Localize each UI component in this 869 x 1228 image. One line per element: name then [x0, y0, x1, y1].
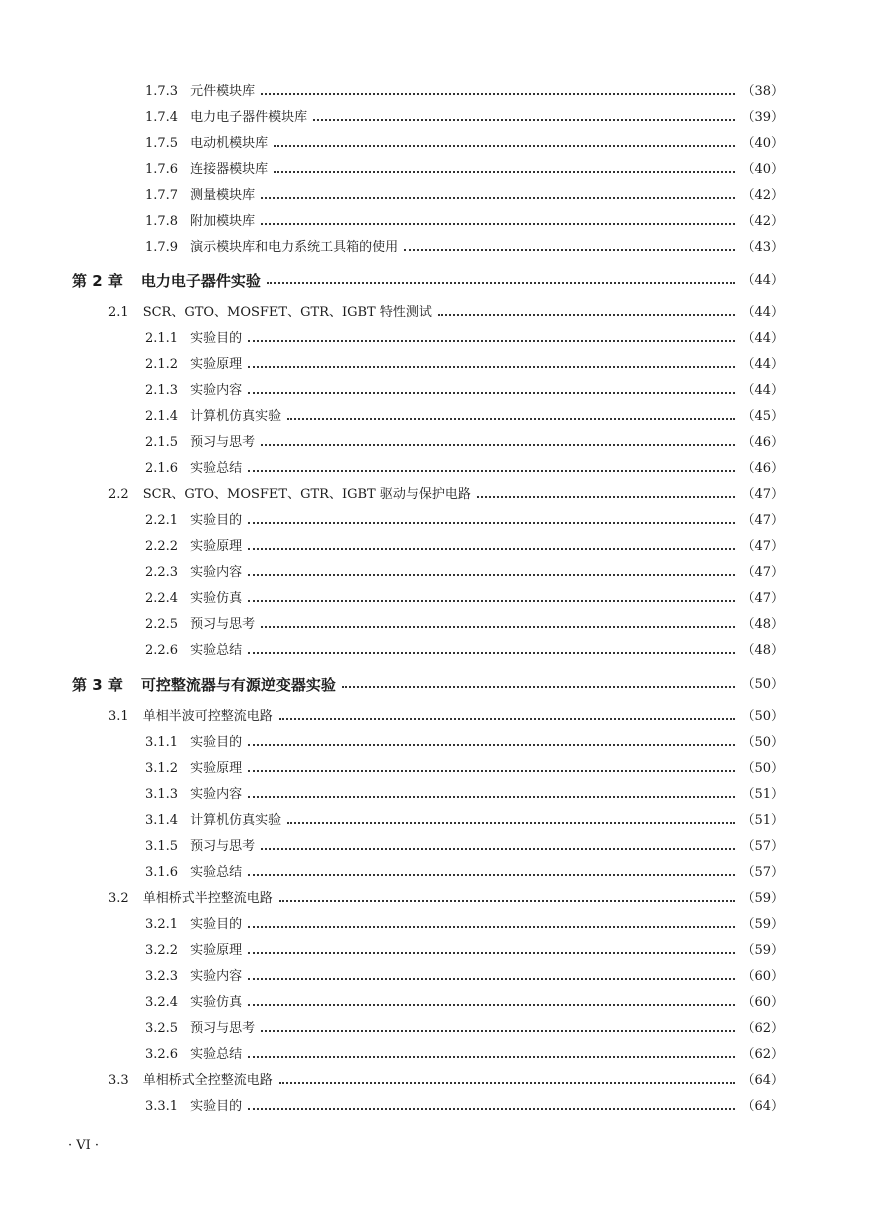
- toc-entry-page: （38）: [741, 84, 784, 99]
- dot-leader: [261, 91, 735, 95]
- toc-entry-sub[interactable]: [145, 432, 784, 454]
- toc-entry-number: 1.7.7: [145, 188, 179, 203]
- toc-entry-number: 3.3.1: [145, 1099, 179, 1114]
- toc-entry-page: （47）: [741, 487, 784, 502]
- toc-entry-number: 2.2: [108, 487, 129, 502]
- toc-entry-page: （60）: [741, 995, 784, 1010]
- toc-entry-title: 可控整流器与有源逆变器实验: [140, 676, 336, 694]
- toc-entry-number: 3.1.3: [145, 787, 179, 802]
- toc-entry-page: （50）: [741, 761, 784, 776]
- dot-leader: [248, 1002, 735, 1006]
- toc-entry-page: （40）: [741, 162, 784, 177]
- toc-entry-number: 1.7.9: [145, 240, 179, 255]
- toc-entry-sub[interactable]: [145, 614, 784, 636]
- toc-entry-sub[interactable]: [145, 159, 784, 181]
- dot-leader: [248, 650, 735, 654]
- toc-entry-number: 2.2.1: [145, 513, 179, 528]
- toc-entry-number: 1.7.5: [145, 136, 179, 151]
- toc-entry-sub[interactable]: [145, 133, 784, 155]
- toc-entry-page: （60）: [741, 969, 784, 984]
- toc-entry-number: 2.2.2: [145, 539, 179, 554]
- dot-leader: [279, 1080, 736, 1084]
- toc-entry-section[interactable]: [108, 706, 784, 728]
- toc-entry-sub[interactable]: [145, 992, 784, 1014]
- toc-entry-number: 2.1.2: [145, 357, 179, 372]
- toc-entry-title: 实验原理: [190, 357, 243, 372]
- toc-entry-page: （50）: [741, 735, 784, 750]
- toc-entry-sub[interactable]: [145, 328, 784, 350]
- toc-entry-page: （40）: [741, 136, 784, 151]
- toc-entry-number: 2.2.4: [145, 591, 179, 606]
- toc-entry-title: 实验仿真: [190, 591, 243, 606]
- dot-leader: [248, 572, 735, 576]
- dot-leader: [438, 312, 736, 316]
- toc-entry-title: 实验内容: [190, 383, 243, 398]
- toc-entry-number: 2.1.4: [145, 409, 179, 424]
- dot-leader: [248, 520, 735, 524]
- toc-entry-title: 电动机模块库: [190, 136, 269, 151]
- toc-entry-sub[interactable]: [145, 185, 784, 207]
- toc-entry-number: 2.1.6: [145, 461, 179, 476]
- dot-leader: [248, 950, 735, 954]
- toc-entry-title: 实验目的: [190, 1099, 243, 1114]
- toc-entry-title: 电力电子器件实验: [140, 272, 261, 290]
- toc-entry-page: （44）: [741, 357, 784, 372]
- dot-leader: [248, 794, 735, 798]
- toc-entry-sub[interactable]: [145, 784, 784, 806]
- toc-entry-page: （62）: [741, 1021, 784, 1036]
- toc-entry-title: 计算机仿真实验: [190, 813, 282, 828]
- toc-entry-sub[interactable]: [145, 588, 784, 610]
- toc-entry-title: 实验目的: [190, 513, 243, 528]
- toc-entry-title: 实验原理: [190, 539, 243, 554]
- toc-entry-page: （57）: [741, 865, 784, 880]
- toc-entry-number: 1.7.6: [145, 162, 179, 177]
- toc-entry-title: 实验目的: [190, 331, 243, 346]
- toc-entry-chapter[interactable]: [72, 270, 784, 292]
- toc-entry-number: 2.2.3: [145, 565, 179, 580]
- toc-entry-number: 3.2.4: [145, 995, 179, 1010]
- toc-entry-number: 3.2.6: [145, 1047, 179, 1062]
- dot-leader: [261, 624, 735, 628]
- toc-entry-page: （39）: [741, 110, 784, 125]
- dot-leader: [404, 247, 735, 251]
- toc-entry-page: （47）: [741, 513, 784, 528]
- toc-entry-sub[interactable]: [145, 107, 784, 129]
- toc-entry-number: 2.2.5: [145, 617, 179, 632]
- dot-leader: [248, 742, 735, 746]
- toc-entry-title: 测量模块库: [190, 188, 256, 203]
- toc-entry-number: 3.2.3: [145, 969, 179, 984]
- dot-leader: [274, 143, 735, 147]
- toc-entry-number: 3.1.1: [145, 735, 179, 750]
- toc-entry-page: （48）: [741, 617, 784, 632]
- toc-entry-number: 1.7.3: [145, 84, 179, 99]
- toc-entry-sub[interactable]: [145, 380, 784, 402]
- toc-entry-number: 3.2.1: [145, 917, 179, 932]
- toc-entry-page: （47）: [741, 565, 784, 580]
- toc-entry-page: （62）: [741, 1047, 784, 1062]
- toc-entry-page: （43）: [741, 240, 784, 255]
- toc-entry-page: （59）: [741, 943, 784, 958]
- toc-entry-chapter[interactable]: [72, 674, 784, 696]
- toc-entry-title: 实验内容: [190, 969, 243, 984]
- toc-entry-sub[interactable]: [145, 914, 784, 936]
- toc-entry-page: （51）: [741, 787, 784, 802]
- toc-entry-page: （42）: [741, 214, 784, 229]
- toc-entry-sub[interactable]: [145, 758, 784, 780]
- toc-entry-title: 电力电子器件模块库: [190, 110, 308, 125]
- toc-entry-title: 实验总结: [190, 461, 243, 476]
- dot-leader: [261, 442, 735, 446]
- dot-leader: [267, 280, 736, 284]
- toc-entry-sub[interactable]: [145, 81, 784, 103]
- toc-entry-page: （46）: [741, 435, 784, 450]
- toc-entry-title: 单相桥式全控整流电路: [142, 1073, 273, 1088]
- toc-entry-number: 3.1.5: [145, 839, 179, 854]
- page-number-footer: · VI ·: [68, 1138, 100, 1153]
- dot-leader: [248, 468, 735, 472]
- toc-entry-section[interactable]: [108, 484, 784, 506]
- dot-leader: [287, 820, 735, 824]
- dot-leader: [248, 1106, 735, 1110]
- toc-entry-number: 2.1.5: [145, 435, 179, 450]
- dot-leader: [248, 364, 735, 368]
- toc-entry-sub[interactable]: [145, 237, 784, 259]
- dot-leader: [342, 684, 736, 688]
- toc-entry-section[interactable]: [108, 888, 784, 910]
- toc-entry-number: 3.3: [108, 1073, 129, 1088]
- toc-entry-sub[interactable]: [145, 732, 784, 754]
- toc-entry-title: 预习与思考: [190, 1021, 256, 1036]
- toc-entry-sub[interactable]: [145, 354, 784, 376]
- dot-leader: [287, 416, 735, 420]
- toc-entry-page: （44）: [741, 305, 784, 320]
- toc-entry-title: 实验目的: [190, 735, 243, 750]
- toc-entry-title: 实验原理: [190, 761, 243, 776]
- dot-leader: [248, 390, 735, 394]
- toc-entry-sub[interactable]: [145, 1096, 784, 1118]
- toc-entry-title: 计算机仿真实验: [190, 409, 282, 424]
- toc-entry-number: 3.2.2: [145, 943, 179, 958]
- toc-entry-section[interactable]: [108, 302, 784, 324]
- dot-leader: [248, 598, 735, 602]
- toc-entry-sub[interactable]: [145, 211, 784, 233]
- dot-leader: [248, 338, 735, 342]
- toc-entry-title: SCR、GTO、MOSFET、GTR、IGBT 驱动与保护电路: [142, 487, 471, 502]
- toc-entry-number: 2.2.6: [145, 643, 179, 658]
- toc-entry-page: （46）: [741, 461, 784, 476]
- toc-entry-number: 第 2 章: [72, 272, 123, 290]
- toc-entry-title: 演示模块库和电力系统工具箱的使用: [190, 240, 399, 255]
- toc-entry-number: 2.1: [108, 305, 129, 320]
- toc-entry-number: 3.1.6: [145, 865, 179, 880]
- toc-entry-title: SCR、GTO、MOSFET、GTR、IGBT 特性测试: [142, 305, 432, 320]
- dot-leader: [274, 169, 735, 173]
- toc-entry-title: 实验总结: [190, 1047, 243, 1062]
- toc-entry-page: （59）: [741, 917, 784, 932]
- toc-entry-page: （45）: [741, 409, 784, 424]
- toc-entry-title: 实验目的: [190, 917, 243, 932]
- toc-entry-page: （44）: [741, 273, 784, 288]
- toc-entry-title: 预习与思考: [190, 839, 256, 854]
- toc-entry-number: 3.1.2: [145, 761, 179, 776]
- toc-entry-title: 附加模块库: [190, 214, 256, 229]
- toc-entry-page: （42）: [741, 188, 784, 203]
- dot-leader: [248, 768, 735, 772]
- toc-entry-page: （64）: [741, 1099, 784, 1114]
- toc-entry-sub[interactable]: [145, 836, 784, 858]
- toc-entry-page: （59）: [741, 891, 784, 906]
- toc-entry-title: 单相桥式半控整流电路: [142, 891, 273, 906]
- toc-entry-number: 3.1.4: [145, 813, 179, 828]
- toc-entry-title: 实验内容: [190, 787, 243, 802]
- toc-entry-number: 1.7.8: [145, 214, 179, 229]
- toc-entry-page: （64）: [741, 1073, 784, 1088]
- toc-entry-sub[interactable]: [145, 1044, 784, 1066]
- toc-entry-page: （51）: [741, 813, 784, 828]
- toc-entry-number: 1.7.4: [145, 110, 179, 125]
- toc-entry-title: 实验总结: [190, 643, 243, 658]
- toc-entry-page: （44）: [741, 383, 784, 398]
- toc-entry-title: 预习与思考: [190, 435, 256, 450]
- toc-entry-number: 3.2: [108, 891, 129, 906]
- dot-leader: [261, 221, 735, 225]
- toc-entry-sub[interactable]: [145, 536, 784, 558]
- dot-leader: [248, 976, 735, 980]
- toc-entry-sub[interactable]: [145, 862, 784, 884]
- toc-entry-sub[interactable]: [145, 458, 784, 480]
- toc-entry-page: （50）: [741, 677, 784, 692]
- dot-leader: [248, 924, 735, 928]
- toc-entry-sub[interactable]: [145, 966, 784, 988]
- toc-entry-page: （50）: [741, 709, 784, 724]
- toc-entry-section[interactable]: [108, 1070, 784, 1092]
- toc-entry-sub[interactable]: [145, 940, 784, 962]
- toc-entry-number: 2.1.1: [145, 331, 179, 346]
- toc-entry-title: 实验内容: [190, 565, 243, 580]
- toc-entry-title: 实验总结: [190, 865, 243, 880]
- toc-entry-number: 3.1: [108, 709, 129, 724]
- toc-entry-title: 连接器模块库: [190, 162, 269, 177]
- toc-entry-page: （47）: [741, 591, 784, 606]
- dot-leader: [248, 872, 735, 876]
- toc-entry-sub[interactable]: [145, 810, 784, 832]
- toc-entry-title: 实验原理: [190, 943, 243, 958]
- toc-entry-number: 2.1.3: [145, 383, 179, 398]
- toc-entry-page: （47）: [741, 539, 784, 554]
- dot-leader: [261, 846, 735, 850]
- dot-leader: [261, 1028, 735, 1032]
- dot-leader: [248, 1054, 735, 1058]
- toc-entry-sub[interactable]: [145, 406, 784, 428]
- dot-leader: [313, 117, 735, 121]
- toc-entry-number: 第 3 章: [72, 676, 123, 694]
- toc-entry-title: 预习与思考: [190, 617, 256, 632]
- toc-entry-title: 单相半波可控整流电路: [142, 709, 273, 724]
- dot-leader: [477, 494, 736, 498]
- dot-leader: [279, 716, 736, 720]
- toc-entry-sub[interactable]: [145, 640, 784, 662]
- toc-entry-page: （48）: [741, 643, 784, 658]
- toc-entry-page: （57）: [741, 839, 784, 854]
- toc-entry-page: （44）: [741, 331, 784, 346]
- toc-entry-sub[interactable]: [145, 562, 784, 584]
- toc-entry-number: 3.2.5: [145, 1021, 179, 1036]
- dot-leader: [279, 898, 736, 902]
- toc-entry-title: 元件模块库: [190, 84, 256, 99]
- dot-leader: [248, 546, 735, 550]
- dot-leader: [261, 195, 735, 199]
- toc-entry-sub[interactable]: [145, 1018, 784, 1040]
- toc-entry-title: 实验仿真: [190, 995, 243, 1010]
- toc-entry-sub[interactable]: [145, 510, 784, 532]
